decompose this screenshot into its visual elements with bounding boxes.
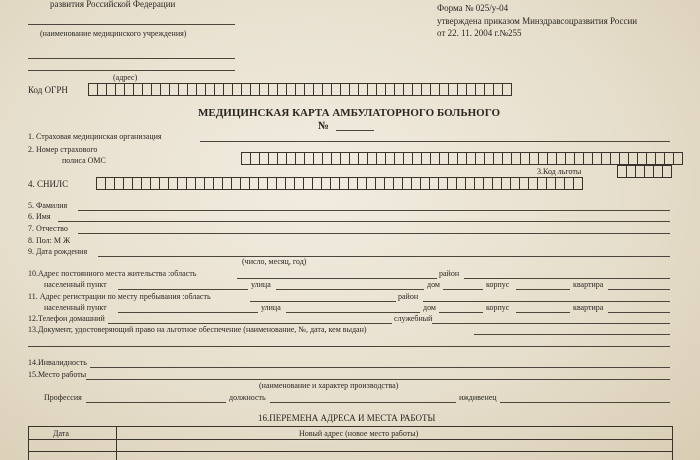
perm-street-line[interactable] [276,289,424,290]
institution-line-2[interactable] [28,58,235,59]
temp-street-label: улица [261,303,281,312]
benefit-document-label: 13.Документ, удостоверяющий право на льготное обеспечение (наименование, №, дата, кем выдан) [28,325,367,334]
perm-building-label: корпус [486,280,510,289]
change-history-table [28,426,673,460]
temp-apartment-label: квартира [573,303,604,312]
institution-line[interactable] [28,24,235,25]
dependent-line[interactable] [500,402,670,403]
policy-boxes[interactable] [241,152,683,165]
perm-district-line[interactable] [464,278,670,279]
address-column-header: Новый адрес (новое место работы) [299,429,419,438]
dependent-label: иждивенец [459,393,497,402]
form-number: Форма № 025/у-04 [437,3,509,13]
perm-settlement-label: населенный пункт [44,280,107,289]
workplace-line[interactable] [86,379,670,380]
temp-settlement-label: населенный пункт [44,303,107,312]
birth-date-label: 9. Дата рождения [28,247,88,256]
insurer-label: 1. Страховая медицинская организация [28,132,162,141]
temp-house-label: дом [423,303,436,312]
perm-settlement-line[interactable] [118,289,248,290]
sex-label: 8. Пол: М Ж [28,236,71,245]
snils-label: 4. СНИЛС [28,179,69,189]
temp-district-line[interactable] [423,301,670,302]
date-column-header: Дата [53,429,69,438]
perm-house-line[interactable] [443,289,483,290]
patronymic-label: 7. Отчество [28,224,68,233]
perm-region-line[interactable] [237,278,437,279]
name-line[interactable] [58,221,670,222]
policy-label-2: полиса ОМС [62,156,106,165]
ogrn-boxes[interactable] [88,83,512,96]
temp-apartment-line[interactable] [608,312,670,313]
temp-settlement-line[interactable] [118,312,258,313]
perm-apartment-line[interactable] [608,289,670,290]
institution-line-3[interactable] [28,70,235,71]
ogrn-label: Код ОГРН [28,85,68,95]
perm-house-label: дом [427,280,440,289]
perm-address-label: 10.Адрес постоянного места жительства :область [28,269,197,278]
profession-line[interactable] [86,402,226,403]
institution-caption: (наименование медицинского учреждения) [40,29,187,38]
temp-region-line[interactable] [250,301,396,302]
profession-label: Профессия [44,393,82,402]
home-phone-line[interactable] [108,323,392,324]
disability-label: 14.Инвалидность [28,358,87,367]
temp-address-label: 11. Адрес регистрации по месту пребывания :область [28,292,211,301]
position-line[interactable] [270,402,456,403]
temp-district-label: район [398,292,419,301]
surname-label: 5. Фамилия [28,201,68,210]
temp-building-line[interactable] [516,312,570,313]
disability-line[interactable] [90,367,670,368]
position-label: должность [229,393,266,402]
perm-apartment-label: квартира [573,280,604,289]
birth-date-caption: (число, месяц, год) [242,257,307,266]
card-number-label: № [318,120,330,132]
card-title: МЕДИЦИНСКАЯ КАРТА АМБУЛАТОРНОГО БОЛЬНОГО [198,107,501,119]
workplace-label: 15.Место работы [28,370,87,379]
workplace-caption: (наименование и характер производства) [259,381,399,390]
name-label: 6. Имя [28,212,51,221]
temp-house-line[interactable] [439,312,483,313]
snils-boxes[interactable] [96,177,583,190]
approval-text: утверждена приказом Минздравсоцразвития России [437,16,638,26]
approval-date: от 22. 11. 2004 г.№255 [437,28,522,38]
work-phone-line[interactable] [432,323,670,324]
card-number-line[interactable] [336,130,374,131]
perm-building-line[interactable] [516,289,570,290]
temp-building-label: корпус [486,303,510,312]
birth-date-line[interactable] [98,256,670,257]
temp-street-line[interactable] [286,312,420,313]
table-row[interactable] [29,439,673,452]
address-caption: (адрес) [113,73,138,82]
policy-label-1: 2. Номер страхового [28,145,98,154]
perm-district-label: район [439,269,460,278]
surname-line[interactable] [78,210,670,211]
perm-street-label: улица [251,280,271,289]
insurer-line[interactable] [200,141,670,142]
ministry-text: развития Российской Федерации [50,0,176,9]
benefit-document-line-2[interactable] [28,346,670,347]
section16-title: 16.ПЕРЕМЕНА АДРЕСА И МЕСТА РАБОТЫ [258,413,436,423]
patronymic-line[interactable] [78,233,670,234]
work-phone-label: служебный [394,314,433,323]
home-phone-label: 12.Телефон домашний [28,314,105,323]
benefit-document-line[interactable] [474,334,670,335]
benefit-code-label: 3.Код льготы [537,167,582,176]
benefit-code-boxes[interactable] [617,165,672,178]
